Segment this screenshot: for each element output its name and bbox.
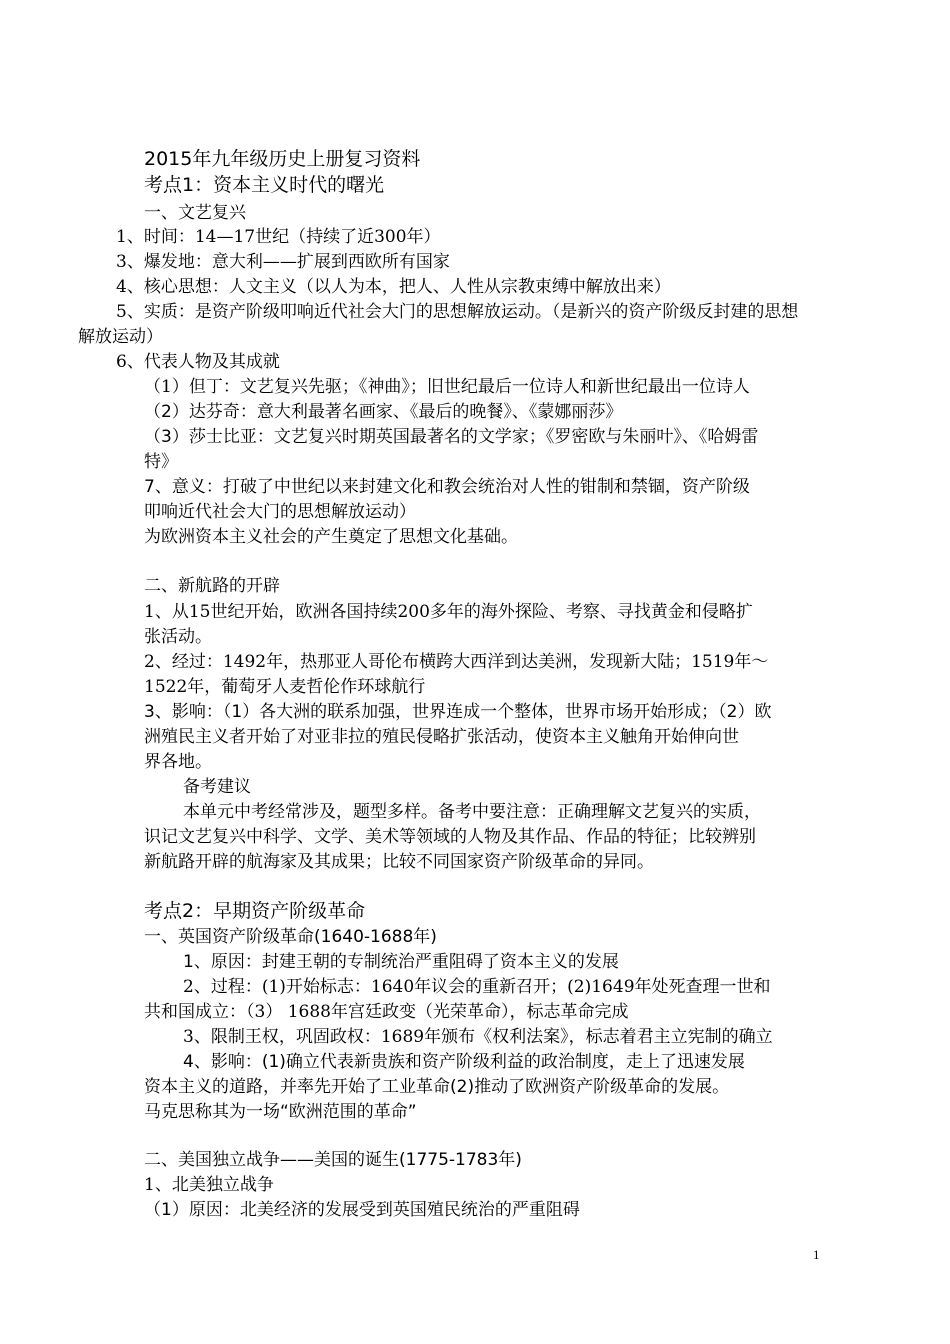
list-item: 3、爆发地：意大利——扩展到西欧所有国家 <box>116 252 450 272</box>
list-item-continuation: 叩响近代社会大门的思想解放运动） <box>144 502 416 522</box>
sub-item: （3）莎士比亚：文艺复兴时期英国最著名的文学家；《罗密欧与朱丽叶》、《哈姆雷 <box>144 427 759 447</box>
list-item: 3、影响：（1）各大洲的联系加强，世界连成一个整体，世界市场开始形成；（2）欧 <box>144 702 772 722</box>
section-heading: 考点1：资本主义时代的曙光 <box>144 174 385 196</box>
list-item: 1、原因：封建王朝的专制统治严重阻碍了资本主义的发展 <box>183 952 619 972</box>
list-item: 2、经过：1492年，热那亚人哥伦布横跨大西洋到达美洲，发现新大陆；1519年～ <box>144 652 769 672</box>
list-item-continuation: 马克思称其为一场“欧洲范围的革命” <box>144 1102 417 1122</box>
list-item: 4、影响：(1)确立代表新贵族和资产阶级利益的政治制度，走上了迅速发展 <box>183 1052 745 1072</box>
advice-paragraph: 识记文艺复兴中科学、文学、美术等领域的人物及其作品、作品的特征；比较辨别 <box>144 827 756 847</box>
subsection-heading: 一、文艺复兴 <box>144 203 246 223</box>
list-item: 5、实质：是资产阶级叩响近代社会大门的思想解放运动。（是新兴的资产阶级反封建的思想 <box>116 302 799 322</box>
list-item: 4、核心思想：人文主义（以人为本，把人、人性从宗教束缚中解放出来） <box>116 277 671 297</box>
list-item-continuation: 为欧洲资本主义社会的产生奠定了思想文化基础。 <box>144 527 518 547</box>
document-title: 2015年九年级历史上册复习资料 <box>144 148 421 170</box>
advice-paragraph: 新航路开辟的航海家及其成果；比较不同国家资产阶级革命的异同。 <box>144 852 654 872</box>
list-item: 3、限制王权，巩固政权：1689年颁布《权利法案》，标志着君主立宪制的确立 <box>183 1027 773 1047</box>
subsection-heading: 一、英国资产阶级革命(1640-1688年) <box>144 927 437 947</box>
section-heading: 考点2：早期资产阶级革命 <box>144 900 366 922</box>
subsection-heading: 二、新航路的开辟 <box>144 576 280 596</box>
list-item-continuation: 洲殖民主义者开始了对亚非拉的殖民侵略扩张活动，使资本主义触角开始伸向世 <box>144 727 739 747</box>
list-item: 1、时间：14—17世纪（持续了近300年） <box>116 227 441 247</box>
page-number: 1 <box>813 1247 820 1262</box>
list-item: 1、从15世纪开始，欧洲各国持续200多年的海外探险、考察、寻找黄金和侵略扩 <box>144 602 753 622</box>
list-item-continuation: 1522年，葡萄牙人麦哲伦作环球航行 <box>144 677 426 697</box>
list-item: 7、意义：打破了中世纪以来封建文化和教会统治对人性的钳制和禁锢，资产阶级 <box>144 477 750 497</box>
list-item: 1、北美独立战争 <box>144 1175 274 1195</box>
subsection-heading: 二、美国独立战争——美国的诞生(1775-1783年) <box>144 1150 522 1170</box>
sub-item: （1）原因：北美经济的发展受到英国殖民统治的严重阻碍 <box>144 1200 580 1220</box>
advice-heading: 备考建议 <box>183 777 251 797</box>
sub-item: （2）达芬奇：意大利最著名画家、《最后的晚餐》、《蒙娜丽莎》 <box>144 402 623 422</box>
list-item-continuation: 共和国成立：（3） 1688年宫廷政变（光荣革命），标志革命完成 <box>144 1002 629 1022</box>
list-item: 2、过程：(1)开始标志：1640年议会的重新召开；(2)1649年处死查理一世和 <box>183 977 771 997</box>
sub-item: （1）但丁：文艺复兴先驱；《神曲》；旧世纪最后一位诗人和新世纪最出一位诗人 <box>144 377 750 397</box>
list-item-continuation: 界各地。 <box>144 752 212 772</box>
list-item: 6、代表人物及其成就 <box>116 352 280 372</box>
sub-item-continuation: 特》 <box>144 452 178 472</box>
list-item-continuation: 解放运动） <box>78 327 163 347</box>
advice-paragraph: 本单元中考经常涉及，题型多样。备考中要注意：正确理解文艺复兴的实质， <box>183 802 761 822</box>
list-item-continuation: 张活动。 <box>144 627 212 647</box>
list-item-continuation: 资本主义的道路，并率先开始了工业革命(2)推动了欧洲资产阶级革命的发展。 <box>144 1077 730 1097</box>
